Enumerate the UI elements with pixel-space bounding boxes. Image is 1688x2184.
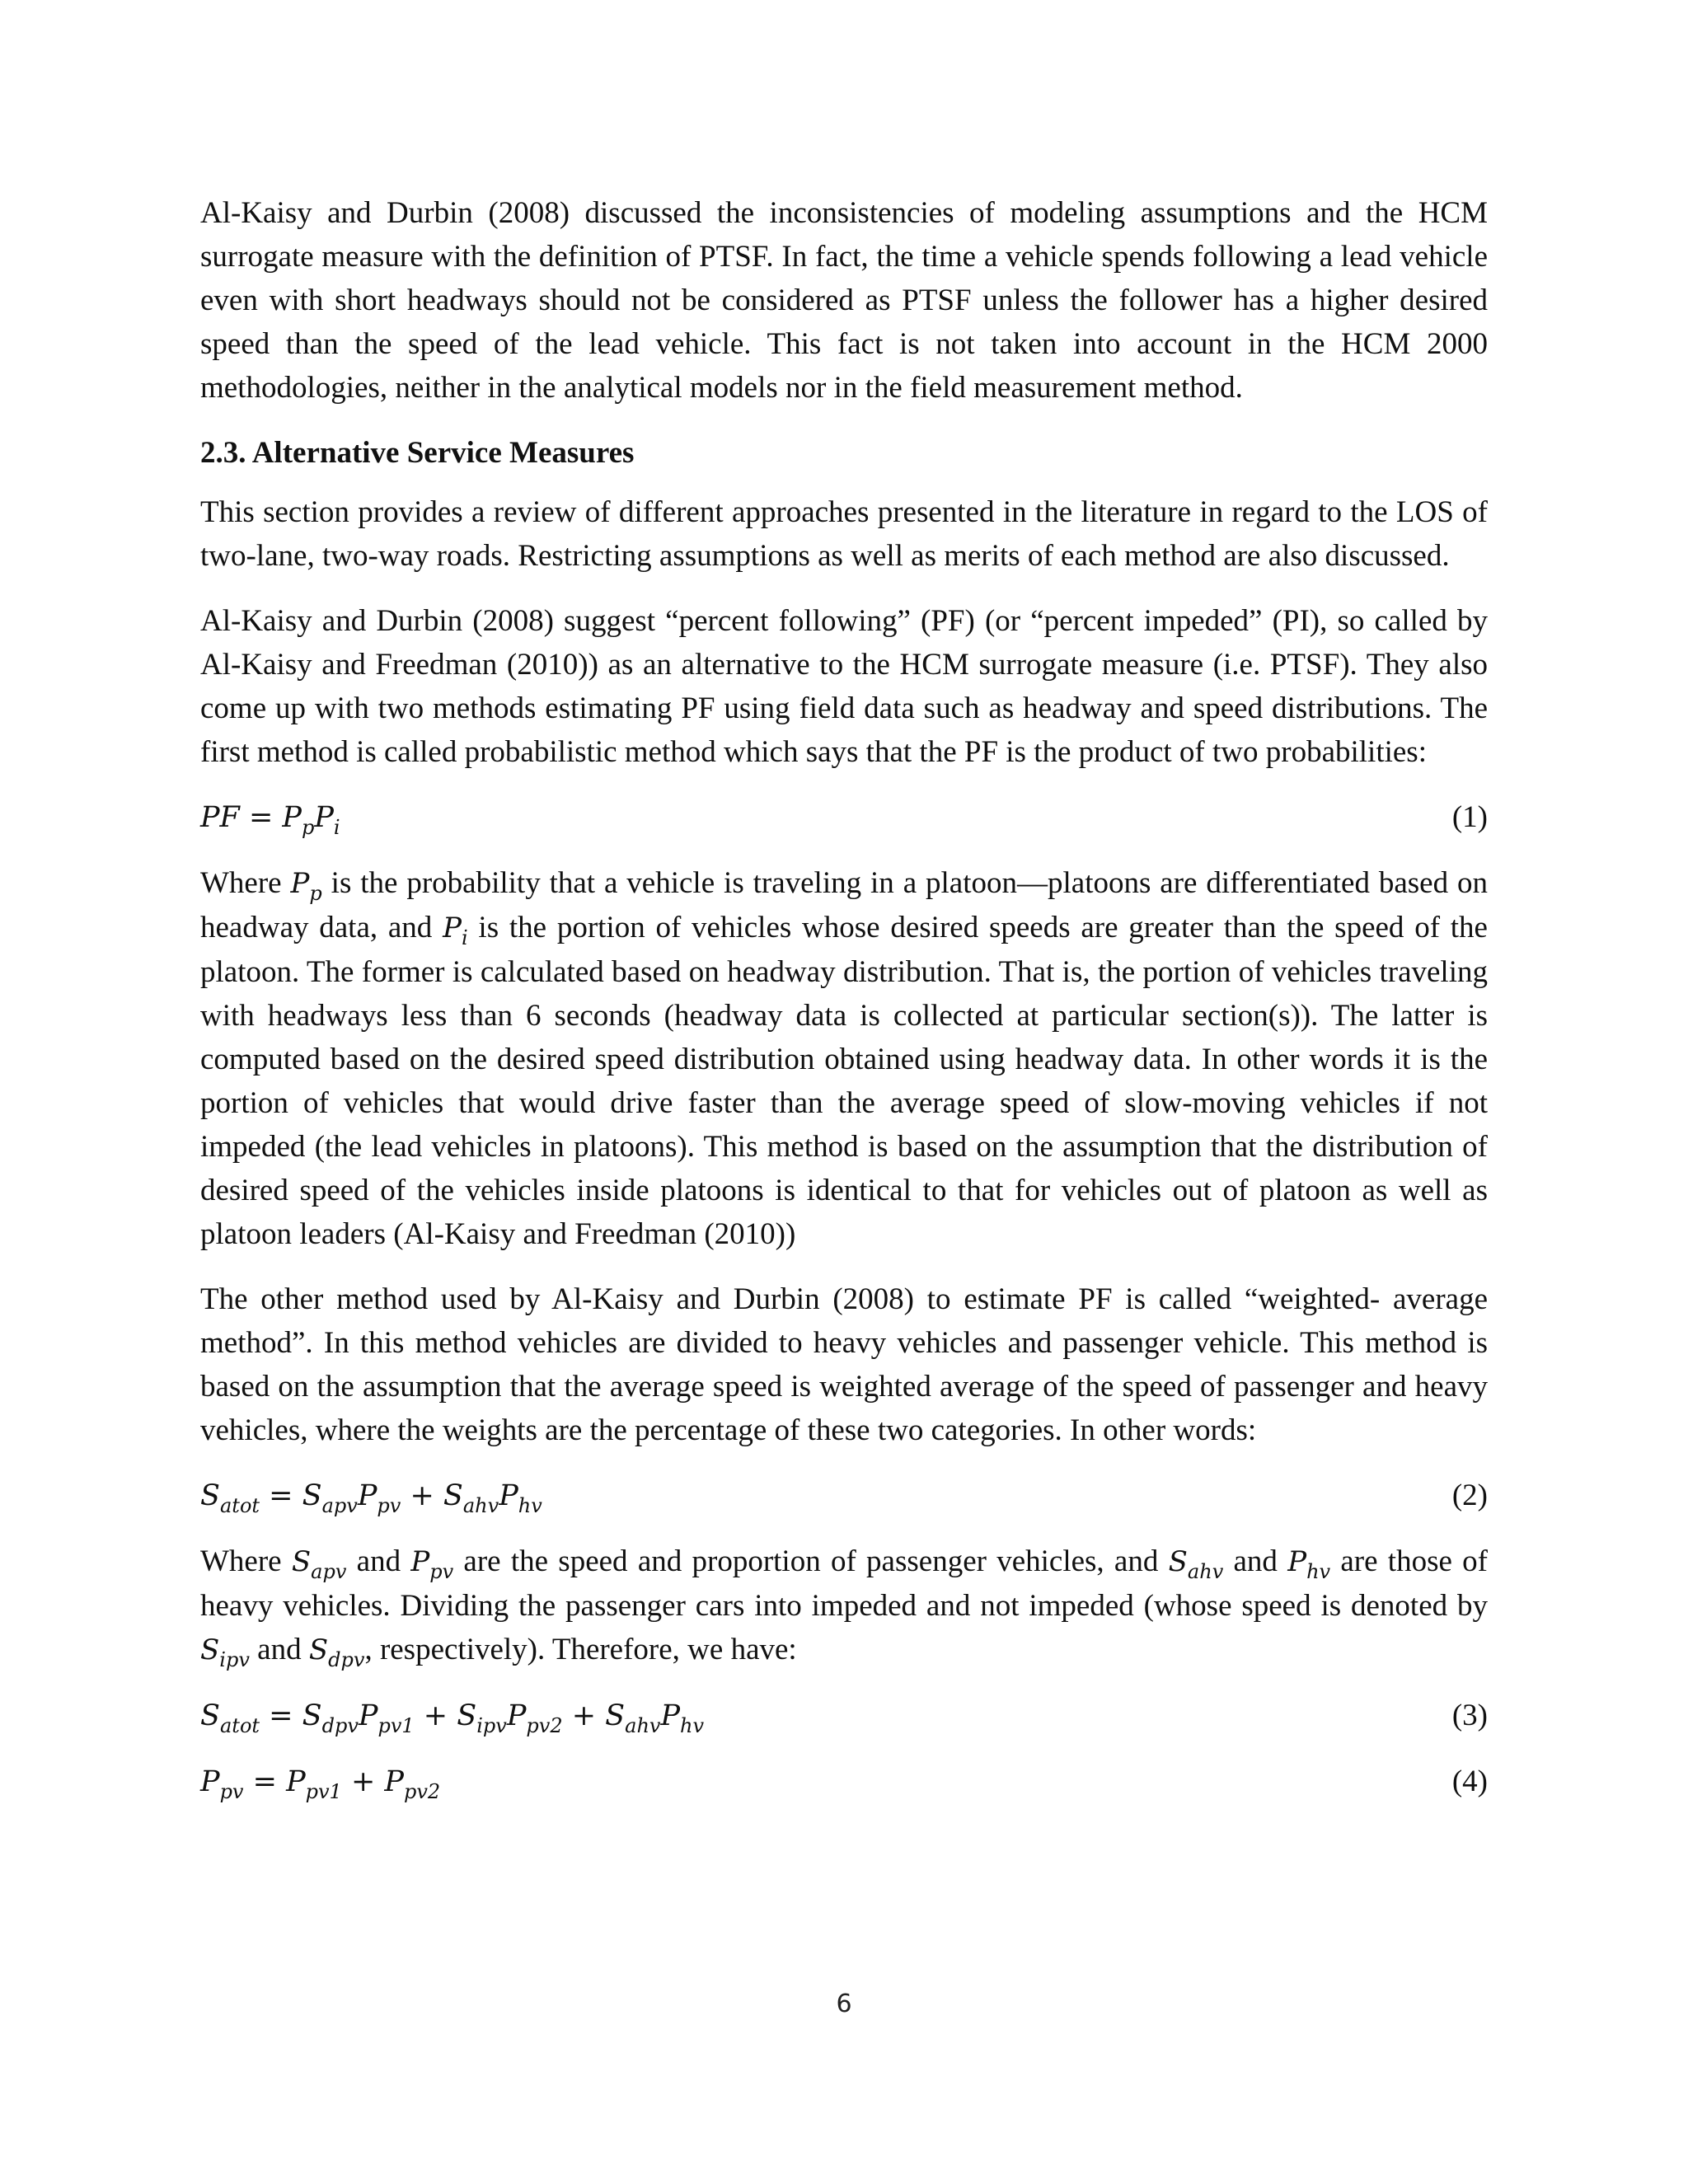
equation-3-expression: $S_{atot} = S_{dpv}P_{pv1} + S_{ipv}P_{pv2} + S_{ahv}P_{hv}$ bbox=[200, 1699, 705, 1737]
symbol-p-i: $P_i$ bbox=[443, 912, 468, 949]
symbol-s-dpv: $S_{dpv}$ bbox=[308, 1633, 365, 1671]
equation-2 bbox=[200, 1474, 1488, 1518]
equation-2-number: (2) bbox=[1451, 1479, 1488, 1512]
page-number: 6 bbox=[836, 1990, 852, 2018]
equation-2-expression: $S_{atot} = S_{apv}P_{pv} + S_{ahv}P_{hv}$ bbox=[200, 1479, 542, 1517]
symbol-s-ahv: $S_{ahv}$ bbox=[1168, 1545, 1224, 1583]
equation-3 bbox=[200, 1694, 1488, 1738]
paragraph-percent-following: Al-Kaisy and Durbin (2008) suggest “percent following” (PF) (or “percent impeded” (PI), so called by Al-Kaisy and Freedman (2010)) as an alternative to the HCM surrogate measure (i.e. PTSF). They also come up with two methods estimating PF using field data such as headway and speed distributions. The first method is called probabilistic method which says that the PF is the product of two probabilities: bbox=[200, 604, 1488, 769]
symbol-s-ipv: $S_{ipv}$ bbox=[200, 1633, 250, 1671]
equation-1-expression: PF = $P_pP_i$ bbox=[200, 801, 340, 839]
symbol-p-p: $P_p$ bbox=[290, 867, 322, 905]
paragraph-passenger-heavy-vehicles: Where $S_{apv}$ and $P_{pv}$ are the speed and proportion of passenger vehicles, and $S_{ahv}$ and $P_{hv}$ are those of heavy vehicles. Dividing the passenger cars into impeded and not impeded (whose speed is denoted by $S_{ipv}$ and $S_{dpv}$, respectively). Therefore, we have: bbox=[200, 1544, 1488, 1671]
page-content bbox=[200, 191, 1488, 1825]
symbol-p-hv: $P_{hv}$ bbox=[1287, 1545, 1331, 1583]
symbol-s-apv: $S_{apv}$ bbox=[291, 1545, 347, 1583]
equation-4-number: (4) bbox=[1451, 1765, 1488, 1798]
equation-1-number: (1) bbox=[1451, 800, 1488, 834]
paragraph-probabilistic-method: Where $P_p$ is the probability that a vehicle is traveling in a platoon—platoons are differentiated based on headway data, and $P_i$ is the portion of vehicles whose desired speeds are greater than the speed of the platoon. The former is calculated based on headway distribution. That is, the portion of vehicles traveling with headways less than 6 seconds (headway data is collected at particular section(s)). The latter is computed based on the desired speed distribution obtained using headway data. In other words it is the portion of vehicles that would drive faster than the average speed of slow-moving vehicles if not impeded (the lead vehicles in platoons). This method is based on the assumption that the distribution of desired speed of the vehicles inside platoons is identical to that for vehicles out of platoon as well as platoon leaders (Al-Kaisy and Freedman (2010)) bbox=[200, 866, 1488, 1251]
symbol-p-pv: $P_{pv}$ bbox=[410, 1545, 454, 1583]
equation-4-expression: $P_{pv} = P_{pv1} + P_{pv2}$ bbox=[200, 1765, 441, 1803]
equation-3-number: (3) bbox=[1451, 1699, 1488, 1732]
section-heading: 2.3. Alternative Service Measures bbox=[200, 436, 635, 470]
equation-1 bbox=[200, 795, 1488, 840]
paragraph-ptsf-discussion: Al-Kaisy and Durbin (2008) discussed the inconsistencies of modeling assumptions and the HCM surrogate measure with the definition of PTSF. In fact, the time a vehicle spends following a lead vehicle even with short headways should not be considered as PTSF unless the follower has a higher desired speed than the speed of the lead vehicle. This fact is not taken into account in the HCM 2000 methodologies, neither in the analytical models nor in the field measurement method. bbox=[200, 196, 1488, 405]
paragraph-section-intro: This section provides a review of different approaches presented in the literature in regard to the LOS of two-lane, two-way roads. Restricting assumptions as well as merits of each method are also discussed. bbox=[200, 495, 1488, 573]
equation-4 bbox=[200, 1760, 1488, 1804]
paragraph-weighted-average-method: The other method used by Al-Kaisy and Durbin (2008) to estimate PF is called “weighted- average method”. In this method vehicles are divided to heavy vehicles and passenger vehicle. This method is based on the assumption that the average speed is weighted average of the speed of passenger and heavy vehicles, where the weights are the percentage of these two categories. In other words: bbox=[200, 1282, 1488, 1447]
